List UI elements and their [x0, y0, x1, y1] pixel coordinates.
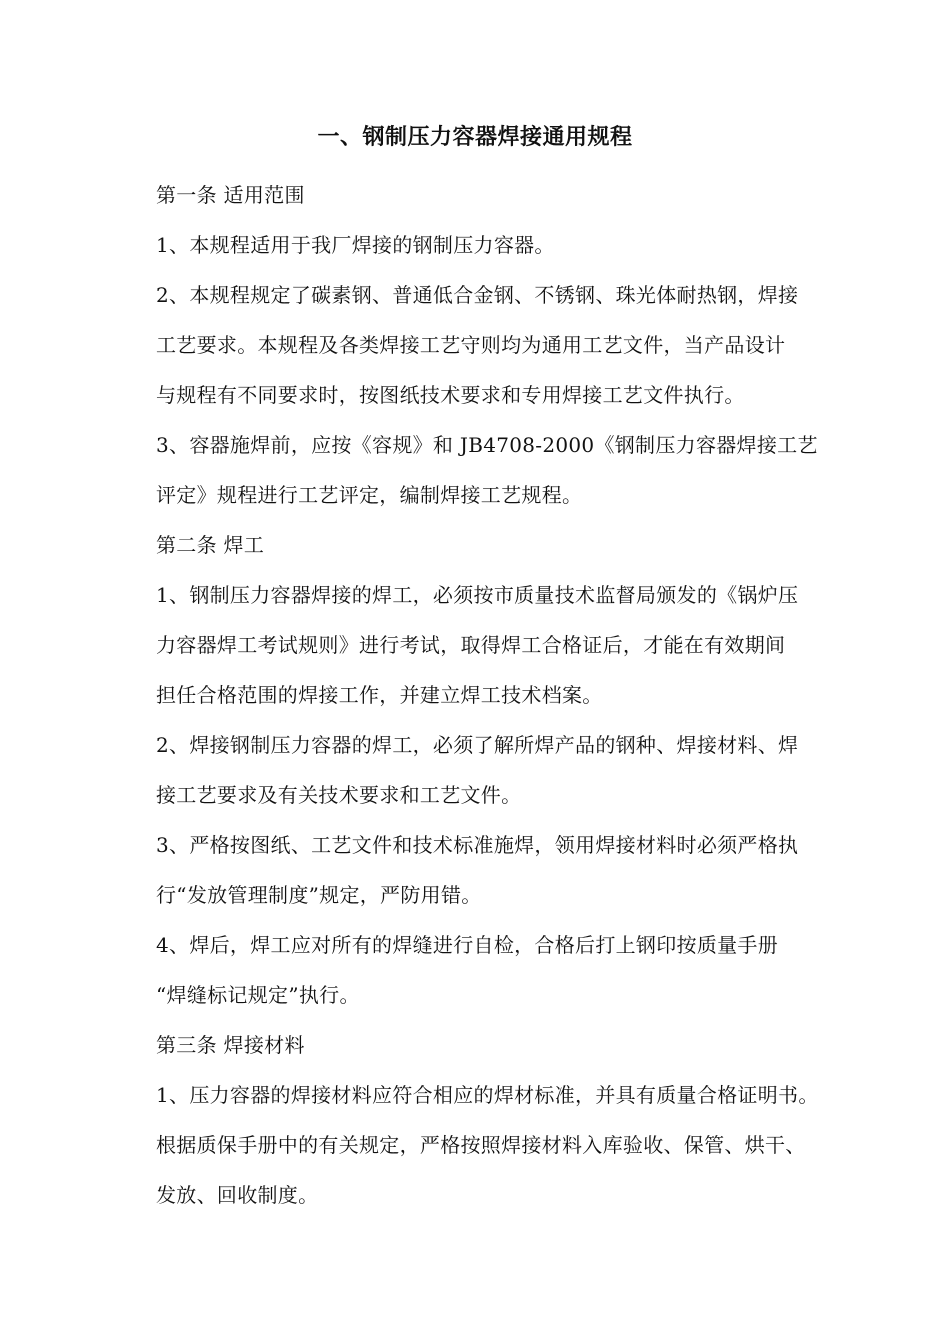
paragraph-line: 1、压力容器的焊接材料应符合相应的焊材标准，并具有质量合格证明书。 — [156, 1083, 819, 1107]
paragraph-line: 1、钢制压力容器焊接的焊工，必须按市质量技术监督局颁发的《锅炉压 — [156, 583, 799, 607]
paragraph-line: 3、容器施焊前，应按《容规》和 JB4708-2000《钢制压力容器焊接工艺 — [156, 433, 818, 457]
paragraph-line: 2、本规程规定了碳素钢、普通低合金钢、不锈钢、珠光体耐热钢，焊接 — [156, 283, 799, 307]
paragraph-line: 与规程有不同要求时，按图纸技术要求和专用焊接工艺文件执行。 — [156, 383, 745, 407]
document-title: 一、钢制压力容器焊接通用规程 — [317, 124, 633, 150]
section-heading-3: 第三条 焊接材料 — [156, 1033, 305, 1057]
paragraph-line: 4、焊后，焊工应对所有的焊缝进行自检，合格后打上钢印按质量手册 — [156, 933, 779, 957]
paragraph-line: 1、本规程适用于我厂焊接的钢制压力容器。 — [156, 233, 555, 257]
section-heading-1: 第一条 适用范围 — [156, 183, 305, 207]
paragraph-line: 发放、回收制度。 — [156, 1183, 319, 1207]
paragraph-line: “焊缝标记规定”执行。 — [156, 983, 360, 1007]
paragraph-line: 评定》规程进行工艺评定，编制焊接工艺规程。 — [156, 483, 583, 507]
paragraph-line: 力容器焊工考试规则》进行考试，取得焊工合格证后，才能在有效期间 — [156, 633, 786, 657]
paragraph-line: 接工艺要求及有关技术要求和工艺文件。 — [156, 783, 522, 807]
section-heading-2: 第二条 焊工 — [156, 533, 265, 557]
paragraph-line: 工艺要求。本规程及各类焊接工艺守则均为通用工艺文件，当产品设计 — [156, 333, 786, 357]
document-body — [156, 170, 876, 1220]
paragraph-line: 行“发放管理制度”规定，严防用错。 — [156, 883, 482, 907]
paragraph-line: 根据质保手册中的有关规定，严格按照焊接材料入库验收、保管、烘干、 — [156, 1133, 806, 1157]
paragraph-line: 担任合格范围的焊接工作，并建立焊工技术档案。 — [156, 683, 603, 707]
paragraph-line: 2、焊接钢制压力容器的焊工，必须了解所焊产品的钢种、焊接材料、焊 — [156, 733, 799, 757]
paragraph-line: 3、严格按图纸、工艺文件和技术标准施焊，领用焊接材料时必须严格执 — [156, 833, 799, 857]
